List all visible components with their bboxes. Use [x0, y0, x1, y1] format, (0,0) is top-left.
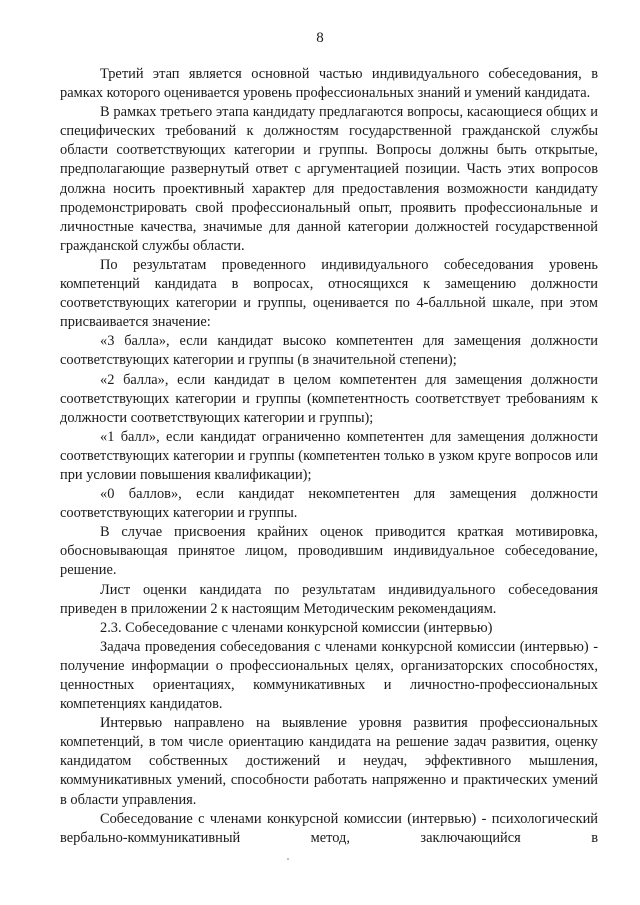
scan-speck: [287, 858, 289, 860]
section-heading-2-3: 2.3. Собеседование с членами конкурсной комиссии (интервью): [100, 619, 493, 636]
paragraph-evaluation-sheet: Лист оценки кандидата по результатам индивидуального собеседования приведен в приложении 2 к настоящим Методическим рекомендациям.: [60, 581, 598, 617]
paragraph-assessment-scale: По результатам проведенного индивидуального собеседования уровень компетенций кандидата в вопросах, относящихся к замещению должности соответствующих категории и группы, оценивается по 4-балльной шкале, при этом присваивается значение:: [60, 256, 598, 331]
paragraph-score-2: «2 балла», если кандидат в целом компетентен для замещения должности соответствующих категории и группы (компетентность соответствует требованиям к должности соответствующих категории и группы);: [60, 371, 598, 426]
paragraph-interview-task: Задача проведения собеседования с членами конкурсной комиссии (интервью) - получение информации о профессиональных целях, организаторских способностях, ценностных ориентациях, коммуникативных и личностно-профессиональных компетенциях кандидатов.: [60, 638, 598, 713]
page-number: 8: [316, 30, 324, 46]
paragraph-stage3-questions: В рамках третьего этапа кандидату предлагаются вопросы, касающиеся общих и специфических требований к должностям государственной гражданской службы области соответствующих категории и группы. Вопросы должны быть открытые, предполагающие развернутый ответ с аргументацией позиции. Часть этих вопросов должна носить проективный характер для предоставления возможности кандидату продемонстрировать свой профессиональный опыт, проявить профессиональные и личностные качества, значимые для данной категории должностей государственной гражданской службы области.: [60, 104, 598, 254]
paragraph-interview-method: Собеседование с членами конкурсной комиссии (интервью) - психологический вербально-коммуникативный метод, заключающийся в: [60, 810, 598, 846]
paragraph-interview-aim: Интервью направлено на выявление уровня развития профессиональных компетенций, в том числе ориентацию кандидата на решение задач развития, оценку кандидатом собственных достижений и неудач, эффективного мышления, коммуникативных умений, способности работать напряженно и практических умений в области управления.: [60, 715, 598, 808]
document-body: [60, 65, 598, 848]
paragraph-score-0: «0 баллов», если кандидат некомпетентен для замещения должности соответствующих категории и группы.: [60, 486, 598, 522]
paragraph-score-3: «3 балла», если кандидат высоко компетентен для замещения должности соответствующих категории и группы (в значительной степени);: [60, 333, 598, 369]
paragraph-score-1: «1 балл», если кандидат ограниченно компетентен для замещения должности соответствующих категории и группы (компетентен только в узком круге вопросов или при условии повышения квалификации);: [60, 428, 598, 483]
paragraph-extreme-scores: В случае присвоения крайних оценок приводится краткая мотивировка, обосновывающая принятое лицом, проводившим индивидуальное собеседование, решение.: [60, 524, 598, 579]
paragraph-stage3-intro: Третий этап является основной частью индивидуального собеседования, в рамках которого оценивается уровень профессиональных знаний и умений кандидата.: [60, 66, 598, 102]
